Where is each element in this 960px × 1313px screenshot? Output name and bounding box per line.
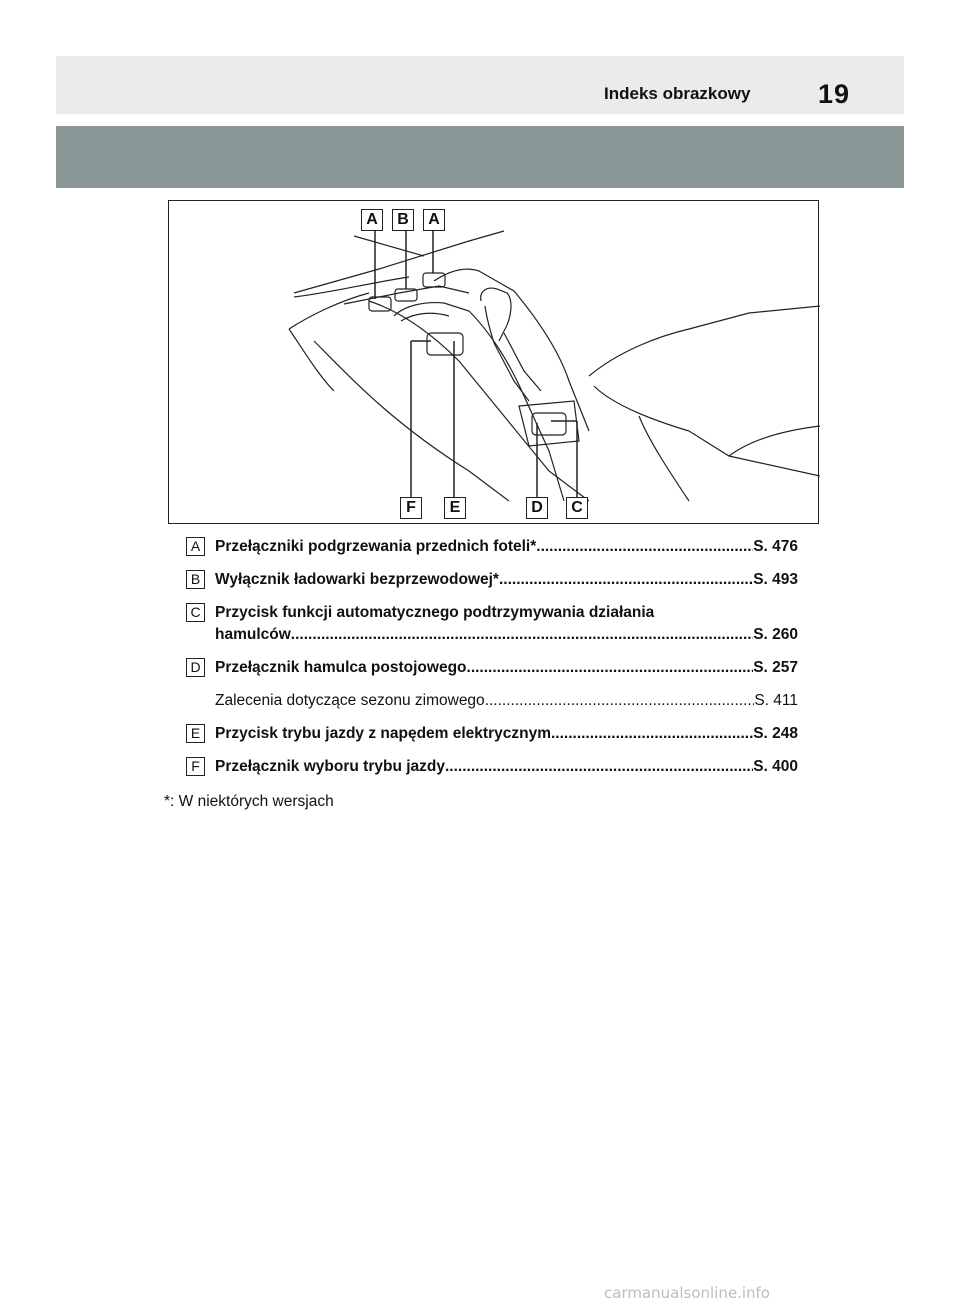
callout-e: E <box>444 497 466 519</box>
section-title: Indeks obrazkowy <box>604 84 751 103</box>
chapter-band <box>56 126 904 188</box>
list-subitem-winter <box>186 690 798 712</box>
item-page-ref[interactable]: S. 257 <box>753 659 798 676</box>
center-console-illustration <box>168 200 819 524</box>
component-list <box>186 536 798 789</box>
item-letter: F <box>186 757 205 776</box>
item-page-ref[interactable]: S. 248 <box>753 725 798 742</box>
callout-b: B <box>392 209 414 231</box>
item-page-ref[interactable]: S. 493 <box>753 571 798 588</box>
page-number: 19 <box>818 79 851 109</box>
header-band <box>56 56 904 114</box>
list-item-b <box>186 569 798 591</box>
item-label: Przełączniki podgrzewania przednich foteli* <box>215 538 537 555</box>
item-label: Przycisk trybu jazdy z napędem elektrycznym <box>215 725 551 742</box>
list-item-e <box>186 723 798 745</box>
callout-a-right: A <box>423 209 445 231</box>
item-page-ref[interactable]: S. 260 <box>753 626 798 643</box>
callout-c: C <box>566 497 588 519</box>
item-label: Przełącznik hamulca postojowego <box>215 659 467 676</box>
list-item-a <box>186 536 798 558</box>
footnote: *: W niektórych wersjach <box>164 793 334 810</box>
item-letter: A <box>186 537 205 556</box>
callout-f: F <box>400 497 422 519</box>
item-label: Przycisk funkcji automatycznego podtrzymywania działania <box>215 604 655 621</box>
list-item-d <box>186 657 798 679</box>
item-letter: C <box>186 603 205 622</box>
item-label: Przełącznik wyboru trybu jazdy <box>215 758 445 775</box>
item-page-ref[interactable]: S. 400 <box>753 758 798 775</box>
callout-a-left: A <box>361 209 383 231</box>
list-item-f <box>186 756 798 778</box>
item-label-continued: hamulców <box>215 626 291 643</box>
callout-d: D <box>526 497 548 519</box>
item-label: Zalecenia dotyczące sezonu zimowego <box>215 692 485 709</box>
item-label: Wyłącznik ładowarki bezprzewodowej* <box>215 571 499 588</box>
item-letter: D <box>186 658 205 677</box>
watermark: carmanualsonline.info <box>604 1284 770 1302</box>
item-page-ref[interactable]: S. 476 <box>753 538 798 555</box>
item-letter: B <box>186 570 205 589</box>
console-line-drawing <box>169 201 820 525</box>
item-letter: E <box>186 724 205 743</box>
item-page-ref[interactable]: S. 411 <box>754 692 798 709</box>
list-item-c <box>186 602 798 646</box>
